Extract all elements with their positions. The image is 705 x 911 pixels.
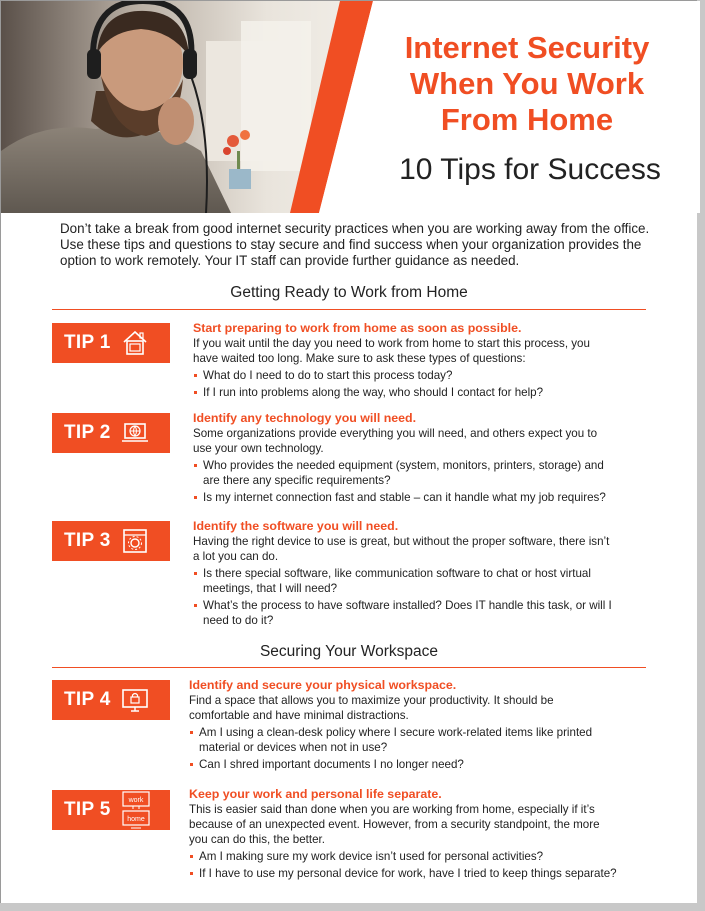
list-item: Is my internet connection fast and stable – can it handle what my job requires? [193,490,611,505]
tip-5-title: Keep your work and personal life separate. [189,787,442,801]
software-gear-icon [120,526,150,556]
list-item: Am I making sure my work device isn’t used for personal activities? [189,849,619,864]
list-item: Who provides the needed equipment (system, monitors, printers, storage) and are there any specific requirements? [193,458,611,488]
work-icon-text: work [128,797,144,804]
title-line-2: When You Work [409,66,645,101]
section-heading-securing-workspace: Securing Your Workspace [259,643,439,660]
section-rule [52,309,646,310]
work-home-monitors-icon [120,790,152,830]
list-item: Am I using a clean-desk policy where I secure work-related items like printed material or devices when not in use? [189,725,617,755]
title-line-1: Internet Security [404,30,650,65]
tip-2-questions [193,458,611,505]
tip-1-questions [193,368,603,400]
home-icon-text: home [127,816,145,823]
tip-5-label: TIP 5 [64,799,111,820]
tip-3-questions [193,566,613,628]
tip-2-label: TIP 2 [64,422,111,443]
tip-3-content [193,518,613,628]
section-heading-getting-ready: Getting Ready to Work from Home [230,284,468,301]
tip-5-content [189,786,619,881]
list-item: What do I need to do to start this process today? [193,368,603,383]
tip-4-body: Find a space that allows you to maximize your productivity. It should be comfortable and have minimal distractions. [189,694,554,722]
page-title [370,30,684,138]
title-line-3: From Home [440,102,614,137]
tip-2-badge [52,413,170,453]
tip-5-body: This is easier said than done when you are working from home, especially if it’s because of an unexpected event. However, from a security standpoint, the more you can do this, the better. [189,803,600,846]
page-shadow-bottom [0,903,705,911]
monitor-lock-icon [120,685,150,715]
tip-2-title: Identify any technology you will need. [193,411,417,425]
list-item: What’s the process to have software installed? Does IT handle this task, or will I need to do it? [193,598,613,628]
tip-1-label: TIP 1 [64,332,111,353]
tip-4-questions [189,725,617,772]
tip-3-title: Identify the software you will need. [193,519,399,533]
tip-1-content [193,320,603,400]
list-item: If I run into problems along the way, who should I contact for help? [193,385,603,400]
tip-1-title: Start preparing to work from home as soon as possible. [193,321,522,335]
list-item: Can I shred important documents I no longer need? [189,757,617,772]
list-item: If I have to use my personal device for work, have I tried to keep things separate? [189,866,619,881]
tip-1-badge [52,323,170,363]
tip-4-badge [52,680,170,720]
tip-2-content [193,410,611,505]
list-item: Is there special software, like communication software to chat or host virtual meetings, that I will need? [193,566,613,596]
laptop-globe-icon [120,418,150,448]
tip-1-body: If you wait until the day you need to work from home to start this process, you have waited too long. Make sure to ask these types of questions: [193,337,590,365]
page-subtitle: 10 Tips for Success [399,153,661,186]
house-icon [120,328,150,358]
tip-3-body: Having the right device to use is great, but without the proper software, there isn’t a lot you can do. [193,535,610,563]
tip-3-label: TIP 3 [64,530,111,551]
tip-5-questions [189,849,619,881]
tip-3-badge [52,521,170,561]
intro-paragraph: Don’t take a break from good internet security practices when you are working away from the office. Use these tips and questions to stay secure and find success when your organization provides the option to work remotely. Your IT staff can provide further guidance as needed. [60,221,650,268]
tip-4-label: TIP 4 [64,689,111,710]
tip-4-content [189,677,617,772]
tip-5-badge [52,790,170,830]
tip-2-body: Some organizations provide everything you will need, and others expect you to use your own technology. [193,427,598,455]
section-rule [52,667,646,668]
tip-4-title: Identify and secure your physical workspace. [189,678,457,692]
